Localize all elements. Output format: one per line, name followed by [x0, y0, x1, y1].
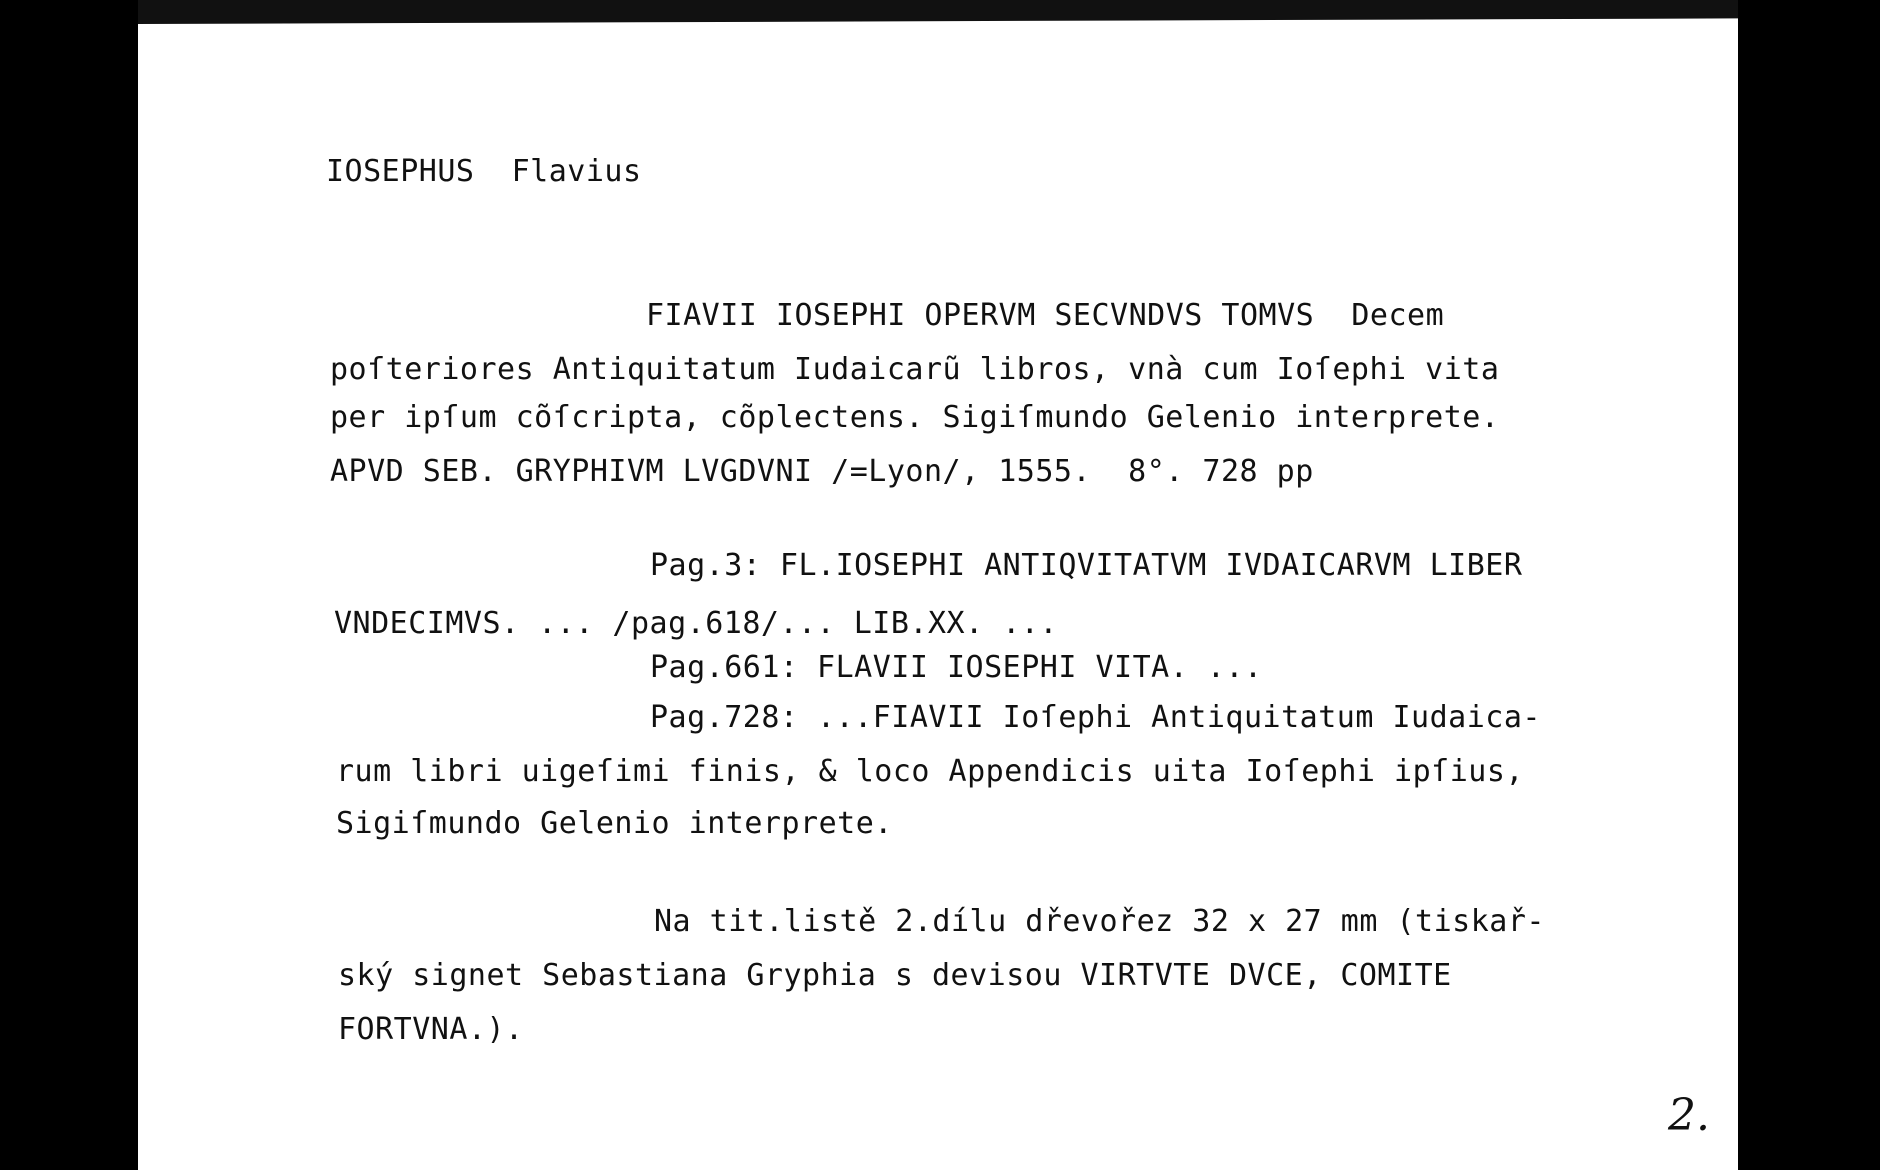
contents-line: Sigiſmundo Gelenio interprete.: [336, 806, 893, 841]
catalog-card: [138, 0, 1738, 1170]
card-heading: IOSEPHUS Flavius: [326, 154, 642, 189]
title-line: per ipſum cõſcripta, cõplectens. Sigiſmundo Gelenio interprete.: [330, 400, 1500, 435]
contents-line: rum libri uigeſimi finis, & loco Appendicis uita Ioſephi ipſius,: [336, 754, 1524, 789]
title-line: poſteriores Antiquitatum Iudaicarũ libros, vnà cum Ioſephi vita: [330, 352, 1500, 387]
folio-number: 2.: [1668, 1090, 1710, 1141]
imprint-line: APVD SEB. GRYPHIVM LVGDVNI /=Lyon/, 1555. 8°. 728 pp: [330, 454, 1314, 489]
contents-line: VNDECIMVS. ... /pag.618/... LIB.XX. ...: [334, 606, 1058, 641]
note-line: ský signet Sebastiana Gryphia s devisou VIRTVTE DVCE, COMITE: [338, 958, 1452, 993]
contents-line: Pag.661: FLAVII IOSEPHI VITA. ...: [650, 650, 1263, 685]
title-line: FIAVII IOSEPHI OPERVM SECVNDVS TOMVS Decem: [646, 298, 1445, 333]
contents-line: Pag.728: ...FIAVII Ioſephi Antiquitatum Iudaica-: [650, 700, 1541, 735]
note-line: Na tit.listě 2.dílu dřevořez 32 x 27 mm (tiskař-: [654, 904, 1545, 939]
note-line: FORTVNA.).: [338, 1012, 524, 1047]
card-top-edge: [138, 0, 1738, 24]
contents-line: Pag.3: FL.IOSEPHI ANTIQVITATVM IVDAICARVM LIBER: [650, 548, 1523, 583]
